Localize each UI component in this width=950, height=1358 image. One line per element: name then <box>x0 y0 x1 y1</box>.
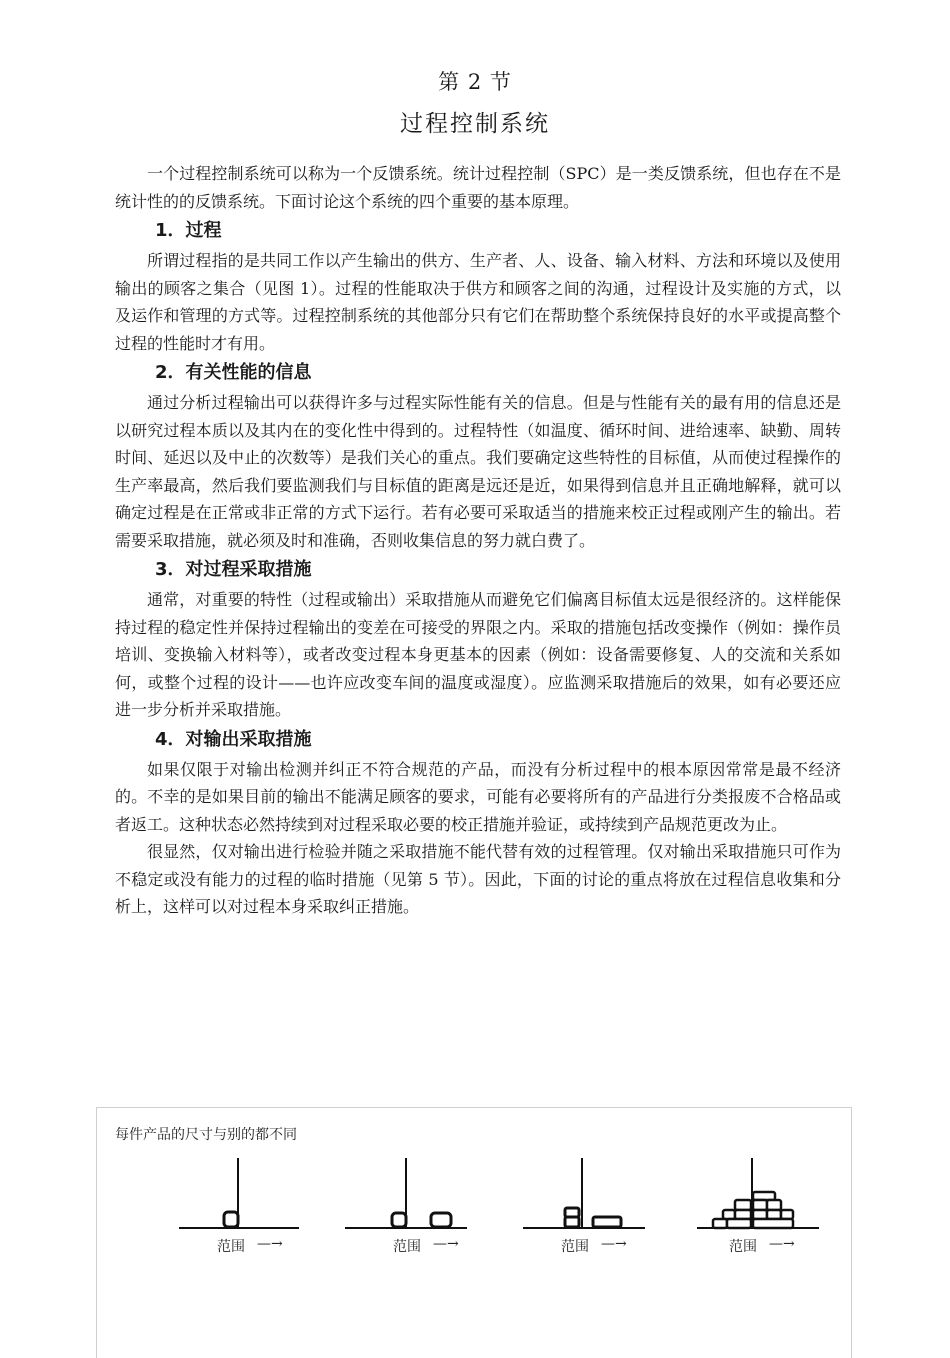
range-text: 范围 <box>393 1239 421 1255</box>
heading-process: 1．过程 <box>155 220 222 241</box>
section-number: 第 2 节 <box>438 70 512 94</box>
figure-caption: 每件产品的尺寸与别的都不同 <box>115 1127 297 1143</box>
paragraph-action-on-process: 通常，对重要的特性（过程或输出）采取措施从而避免它们偏离目标值太远是很经济的。这样能保持过程的稳定性并保持过程输出的变差在可接受的界限之内。采取的措施包括改变操作（例如：操作员培训、变换输入材料等），或者改变过程本身更基本的因素（例如：设备需要修复、人的交流和关系如何，或整个过程的设计——也许应改变车间的温度或湿度）。应监测采取措施后的效果，如有必要还应进一步分析并采取措施。 <box>115 590 841 719</box>
heading-action-on-process: 3．对过程采取措施 <box>155 559 312 580</box>
arrow-right-icon: —→ <box>433 1236 459 1252</box>
range-text: 范围 <box>561 1239 589 1255</box>
paragraph-process: 所谓过程指的是共同工作以产生输出的供方、生产者、人、设备、输入材料、方法和环境以及使用输出的顾客之集合（见图 1）。过程的性能取决于供方和顾客之间的沟通，过程设计及实施的方式，以及运作和管理的方式等。过程控制系统的其他部分只有它们在帮助整个系统保持良好的水平或提高整个过程的性能时才有用。 <box>115 251 841 353</box>
range-text: 范围 <box>217 1239 245 1255</box>
document-body <box>115 160 841 921</box>
heading-performance-info: 2．有关性能的信息 <box>155 362 312 383</box>
section-title: 过程控制系统 <box>400 111 550 137</box>
arrow-right-icon: —→ <box>601 1236 627 1252</box>
distribution-stage-1 <box>177 1156 327 1256</box>
intro-paragraph: 一个过程控制系统可以称为一个反馈系统。统计过程控制（SPC）是一类反馈系统，但也存在不是统计性的的反馈系统。下面讨论这个系统的四个重要的基本原理。 <box>115 164 841 211</box>
arrow-right-icon: —→ <box>257 1236 283 1252</box>
paragraph-action-on-output: 如果仅限于对输出检测并纠正不符合规范的产品，而没有分析过程中的根本原因常常是最不经济的。不幸的是如果目前的输出不能满足顾客的要求，可能有必要将所有的产品进行分类报废不合格品或者返工。这种状态必然持续到对过程采取必要的校正措施并验证，或持续到产品规范更改为止。 <box>115 759 841 834</box>
distribution-stage-3 <box>521 1156 671 1256</box>
figure-variation <box>96 1107 852 1358</box>
paragraph-conclusion: 很显然，仅对输出进行检验并随之采取措施不能代替有效的过程管理。仅对输出采取措施只可作为不稳定或没有能力的过程的临时措施（见第 5 节）。因此，下面的讨论的重点将放在过程信息收集和分析上，这样可以对过程本身采取纠正措施。 <box>115 842 841 916</box>
paragraph-performance-info: 通过分析过程输出可以获得许多与过程实际性能有关的信息。但是与性能有关的最有用的信息还是以研究过程本质以及其内在的变化性中得到的。过程特性（如温度、循环时间、进给速率、缺勤、周转时间、延迟以及中止的次数等）是我们关心的重点。我们要确定这些特性的目标值，从而使过程操作的生产率最高，然后我们要监测我们与目标值的距离是远还是近，如果得到信息并且正确地解释，就可以确定过程是在正常或非正常的方式下运行。若有必要可采取适当的措施来校正过程或刚产生的输出。若需要采取措施，就必须及时和准确，否则收集信息的努力就白费了。 <box>115 393 841 550</box>
arrow-right-icon: —→ <box>769 1236 795 1252</box>
heading-action-on-output: 4．对输出采取措施 <box>155 728 312 750</box>
range-text: 范围 <box>729 1239 757 1255</box>
